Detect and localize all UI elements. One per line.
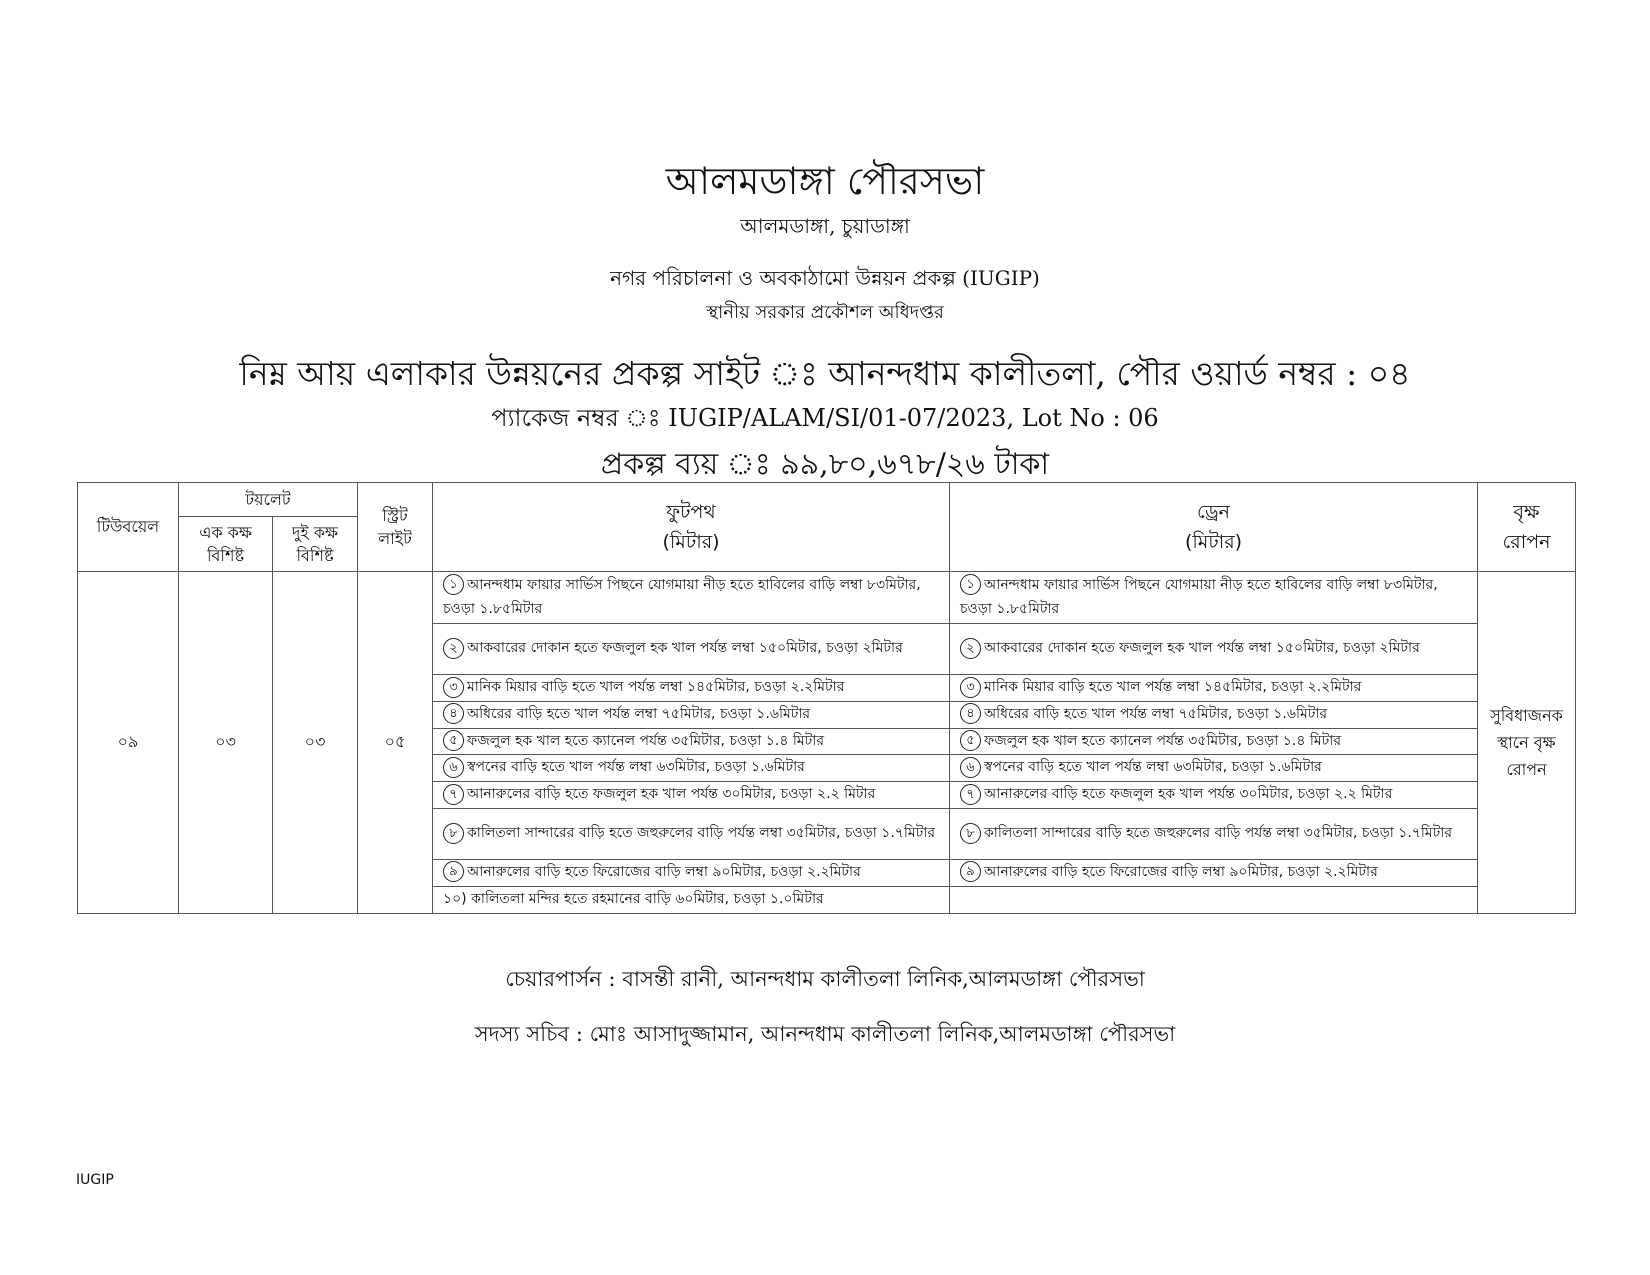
item-number-badge: ৭ (443, 784, 464, 805)
drain-item (950, 808, 1478, 859)
item-number-badge: ৪ (443, 703, 464, 724)
drain-item-text: আনারুলের বাড়ি হতে ফিরোজের বাড়ি লম্বা ৯০মিটার, চওড়া ২.২মিটার (984, 863, 1378, 880)
footpath-item (433, 675, 950, 702)
drain-item (950, 782, 1478, 809)
streetlight-count: ০৫ (358, 572, 433, 914)
header-streetlight (358, 483, 433, 572)
item-number-badge: ৯ (443, 861, 464, 882)
org-location: আলমডাঙ্গা, চুয়াডাঙ্গা (740, 214, 910, 238)
header-toilet-one-room-line2: বিশিষ্ট (206, 546, 245, 565)
header-toilet-two-room-line2: বিশিষ্ট (296, 546, 334, 565)
item-number-badge: ১ (443, 574, 464, 595)
drain-item-text: কালিতলা সান্দারের বাড়ি হতে জহুরুলের বাড়ি পর্যন্ত লম্বা ৩৫মিটার, চওড়া ১.৭মিটার (984, 825, 1453, 842)
item-number-badge: ৬ (960, 757, 981, 778)
table-row (78, 572, 1576, 624)
header-toilet-two-room (273, 517, 358, 572)
item-number-badge: ৯ (960, 861, 981, 882)
header-toilet-one-room-line1: এক কক্ষ (199, 522, 252, 542)
header-tree-line2: রোপন (1502, 531, 1551, 553)
footpath-item-text: মানিক মিয়ার বাড়ি হতে খাল পর্যন্ত লম্বা ১৪৫মিটার, চওড়া ২.২মিটার (467, 679, 845, 695)
header-streetlight-line1: স্ট্রিট (382, 505, 408, 525)
footpath-item (433, 624, 950, 675)
footpath-item (433, 859, 950, 886)
footpath-item (433, 782, 950, 809)
tree-note-line3: রোপন (1506, 759, 1547, 779)
footpath-item-text: ফজলুল হক খাল হতে ক্যানেল পর্যন্ত ৩৫মিটার, চওড়া ১.৪ মিটার (467, 732, 825, 749)
footpath-item-text: আনন্দধাম ফায়ার সার্ভিস পিছনে যোগমায়া নীড় হতে হাবিলের বাড়ি লম্বা ৮৩মিটার, চওড়া ১.৮৫মিটার (443, 576, 921, 617)
drain-item-text: ফজলুল হক খাল হতে ক্যানেল পর্যন্ত ৩৫মিটার, চওড়া ১.৪ মিটার (984, 732, 1342, 749)
header-footpath (433, 483, 950, 572)
item-number-badge: ২ (443, 638, 464, 659)
drain-item-text: মানিক মিয়ার বাড়ি হতে খাল পর্যন্ত লম্বা ১৪৫মিটার, চওড়া ২.২মিটার (984, 679, 1362, 695)
header-toilet: টয়লেট (179, 483, 358, 517)
header-drain-line2: (মিটার) (1184, 531, 1243, 553)
footpath-item (433, 755, 950, 782)
drain-item (950, 675, 1478, 702)
footpath-item-text: আনারুলের বাড়ি হতে ফজলুল হক খাল পর্যন্ত ৩০মিটার, চওড়া ২.২ মিটার (467, 786, 876, 803)
footpath-item-text: অধিরের বাড়ি হতে খাল পর্যন্ত লম্বা ৭৫মিটার, চওড়া ১.৬মিটার (467, 705, 811, 722)
footpath-item (433, 572, 950, 624)
footpath-item (433, 886, 950, 913)
footpath-item-text: কালিতলা সান্দারের বাড়ি হতে জহুরুলের বাড়ি পর্যন্ত লম্বা ৩৫মিটার, চওড়া ১.৭মিটার (467, 825, 936, 842)
footpath-item (433, 701, 950, 728)
works-table (77, 482, 1576, 914)
header-tubewell: টিউবয়েল (78, 483, 179, 572)
header-footpath-line1: ফুটপথ (666, 500, 716, 523)
org-title: আলমডাঙ্গা পৌরসভা (665, 159, 985, 203)
footpath-item-text: ১০) কালিতলা মন্দির হতে রহমানের বাড়ি ৬০মিটার, চওড়া ১.০মিটার (443, 890, 824, 907)
toilet-two-room-count: ০৩ (273, 572, 358, 914)
drain-item (950, 701, 1478, 728)
drain-item-text: স্বপনের বাড়ি হতে খাল পর্যন্ত লম্বা ৬৩মিটার, চওড়া ১.৬মিটার (984, 759, 1322, 776)
drain-item (950, 624, 1478, 675)
member-secretary-line: সদস্য সচিব : মোঃ আসাদুজ্জামান, আনন্দধাম কালীতলা লিনিক,আলমডাঙ্গা পৌরসভা (474, 1022, 1176, 1046)
department-name: স্থানীয় সরকার প্রকৌশল অধিদপ্তর (706, 302, 944, 323)
header-drain-line1: ড্রেন (1197, 500, 1230, 523)
header-tree-line1: বৃক্ষ (1513, 500, 1540, 523)
header-toilet-one-room (179, 517, 273, 572)
item-number-badge: ৪ (960, 703, 981, 724)
drain-item-empty (950, 886, 1478, 913)
header-streetlight-line2: লাইট (378, 529, 412, 548)
header-toilet-two-room-line1: দুই কক্ষ (292, 522, 338, 542)
tubewell-count: ০৯ (78, 572, 179, 914)
footpath-item (433, 808, 950, 859)
item-number-badge: ৬ (443, 757, 464, 778)
chairperson-line: চেয়ারপার্সন : বাসন্তী রানী, আনন্দধাম কালীতলা লিনিক,আলমডাঙ্গা পৌরসভা (505, 967, 1145, 991)
package-number: প্যাকেজ নম্বর ঃ IUGIP/ALAM/SI/01-07/2023, Lot No : 06 (491, 404, 1159, 432)
item-number-badge: ২ (960, 638, 981, 659)
item-number-badge: ৫ (960, 730, 981, 751)
project-cost: প্রকল্প ব্যয় ঃ ৯৯,৮০,৬৭৮/২৬ টাকা (600, 447, 1050, 482)
footpath-item-text: আনারুলের বাড়ি হতে ফিরোজের বাড়ি লম্বা ৯০মিটার, চওড়া ২.২মিটার (467, 863, 861, 880)
drain-item (950, 755, 1478, 782)
footpath-item-text: আকবারের দোকান হতে ফজলুল হক খাল পর্যন্ত লম্বা ১৫০মিটার, চওড়া ২মিটার (467, 640, 903, 657)
toilet-one-room-count: ০৩ (179, 572, 273, 914)
footpath-item (433, 728, 950, 755)
drain-item (950, 572, 1478, 624)
footer-tag: IUGIP (76, 1172, 114, 1188)
drain-item-text: আকবারের দোকান হতে ফজলুল হক খাল পর্যন্ত লম্বা ১৫০মিটার, চওড়া ২মিটার (984, 640, 1420, 657)
item-number-badge: ৮ (960, 823, 981, 844)
drain-item-text: অধিরের বাড়ি হতে খাল পর্যন্ত লম্বা ৭৫মিটার, চওড়া ১.৬মিটার (984, 705, 1328, 722)
item-number-badge: ৩ (443, 677, 464, 698)
tree-note-line1: সুবিধাজনক (1490, 705, 1563, 725)
project-name: নগর পরিচালনা ও অবকাঠামো উন্নয়ন প্রকল্প (IUGIP) (610, 266, 1040, 290)
tree-planting-note (1478, 572, 1576, 914)
item-number-badge: ১ (960, 574, 981, 595)
header-drain (950, 483, 1478, 572)
drain-item (950, 859, 1478, 886)
item-number-badge: ৭ (960, 784, 981, 805)
site-heading: নিম্ন আয় এলাকার উন্নয়নের প্রকল্প সাইট ঃ আনন্দধাম কালীতলা, পৌর ওয়ার্ড নম্বর : ০৪ (239, 354, 1411, 393)
item-number-badge: ৮ (443, 823, 464, 844)
header-tree-planting (1478, 483, 1576, 572)
footpath-item-text: স্বপনের বাড়ি হতে খাল পর্যন্ত লম্বা ৬৩মিটার, চওড়া ১.৬মিটার (467, 759, 805, 776)
drain-item (950, 728, 1478, 755)
header-footpath-line2: (মিটার) (662, 531, 720, 553)
item-number-badge: ৩ (960, 677, 981, 698)
item-number-badge: ৫ (443, 730, 464, 751)
drain-item-text: আনারুলের বাড়ি হতে ফজলুল হক খাল পর্যন্ত ৩০মিটার, চওড়া ২.২ মিটার (984, 786, 1393, 803)
drain-item-text: আনন্দধাম ফায়ার সার্ভিস পিছনে যোগমায়া নীড় হতে হাবিলের বাড়ি লম্বা ৮৩মিটার, চওড়া ১.৮৫মিটার (960, 576, 1438, 617)
tree-note-line2: স্থানে বৃক্ষ (1497, 732, 1556, 752)
